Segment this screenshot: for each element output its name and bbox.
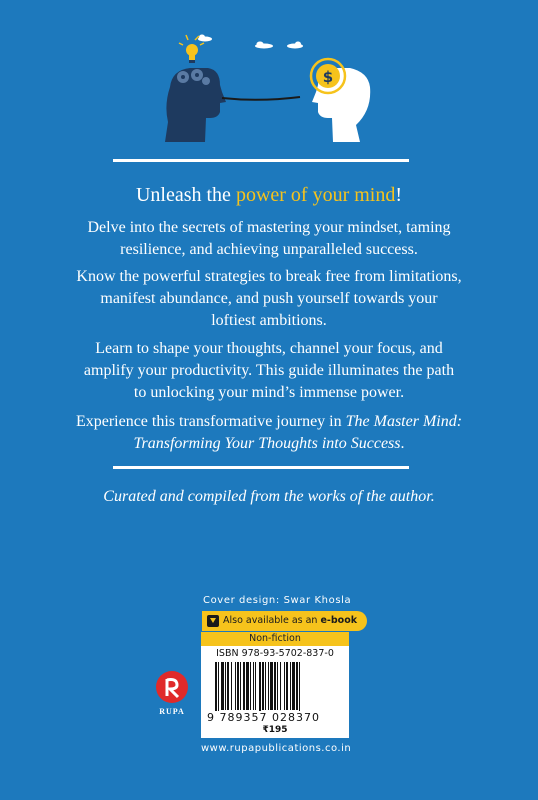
barcode-bar xyxy=(274,662,276,710)
genre-label: Non-fiction xyxy=(201,632,349,646)
barcode-bar xyxy=(292,662,295,710)
paragraph-3: Learn to shape your thoughts, channel your focus, and amplify your productivity. This guide illuminates the path to unlocking your mind’s immense power. xyxy=(83,340,455,401)
isbn-box xyxy=(201,632,349,738)
publisher-url: www.rupapublications.co.in xyxy=(201,743,352,754)
headline-highlight: power of your mind xyxy=(235,184,396,206)
barcode-bar xyxy=(259,662,261,714)
paragraph-closing: Experience this transformative journey in The Master Mind: Transforming Your Thoughts into Success. xyxy=(75,413,463,452)
barcode-bar xyxy=(296,662,298,710)
barcode-bar xyxy=(235,662,236,710)
barcode xyxy=(213,662,341,714)
headline: Unleash the power of your mind! xyxy=(135,184,403,206)
barcode-bar xyxy=(253,662,254,710)
curated-note: Curated and compiled from the works of the author. xyxy=(103,488,435,505)
barcode-bar xyxy=(218,662,219,714)
ebook-download-icon xyxy=(207,615,219,627)
cloud-icon xyxy=(198,35,212,42)
barcode-bar xyxy=(227,662,229,710)
cover-credit: Cover design: Swar Khosla xyxy=(203,595,352,606)
price: ₹195 xyxy=(262,725,288,735)
publisher-name: RUPA xyxy=(159,707,185,716)
barcode-bar xyxy=(284,662,285,710)
barcode-digits: 9 789357 028370 xyxy=(207,711,347,724)
barcode-bar xyxy=(215,662,217,714)
barcode-bar xyxy=(277,662,278,710)
barcode-bar xyxy=(268,662,269,710)
paragraph-2: Know the powerful strategies to break free from limitations, manifest abundance, and push yourself towards your loftiest ambitions. xyxy=(76,268,462,329)
barcode-bar xyxy=(255,662,256,710)
svg-text:$: $ xyxy=(322,68,334,86)
barcode-bar xyxy=(221,662,224,710)
barcode-bar xyxy=(299,662,300,714)
bottom-divider xyxy=(113,466,409,469)
illustration xyxy=(150,30,390,155)
barcode-bar xyxy=(231,662,232,710)
top-divider xyxy=(113,159,409,162)
barcode-bar xyxy=(280,662,281,710)
barcode-bar xyxy=(290,662,291,710)
barcode-bar xyxy=(250,662,251,710)
barcode-bar xyxy=(237,662,239,710)
barcode-bar xyxy=(265,662,266,710)
isbn-number: ISBN 978-93-5702-837-0 xyxy=(216,648,334,659)
rupa-logo-icon xyxy=(155,670,189,704)
cloud-icon xyxy=(287,42,303,49)
barcode-bar xyxy=(240,662,241,710)
barcode-bar xyxy=(270,662,273,710)
cloud-icon xyxy=(255,42,273,49)
barcode-bar xyxy=(262,662,264,710)
barcode-bar xyxy=(246,662,249,710)
barcode-bar xyxy=(243,662,245,710)
dollar-coin-icon xyxy=(311,59,345,93)
ebook-badge: Also available as an e-book xyxy=(202,611,367,631)
barcode-bar xyxy=(286,662,288,710)
paragraph-1: Delve into the secrets of mastering your mindset, taming resilience, and achieving unparalleled success. xyxy=(87,219,451,258)
barcode-bar xyxy=(225,662,226,710)
